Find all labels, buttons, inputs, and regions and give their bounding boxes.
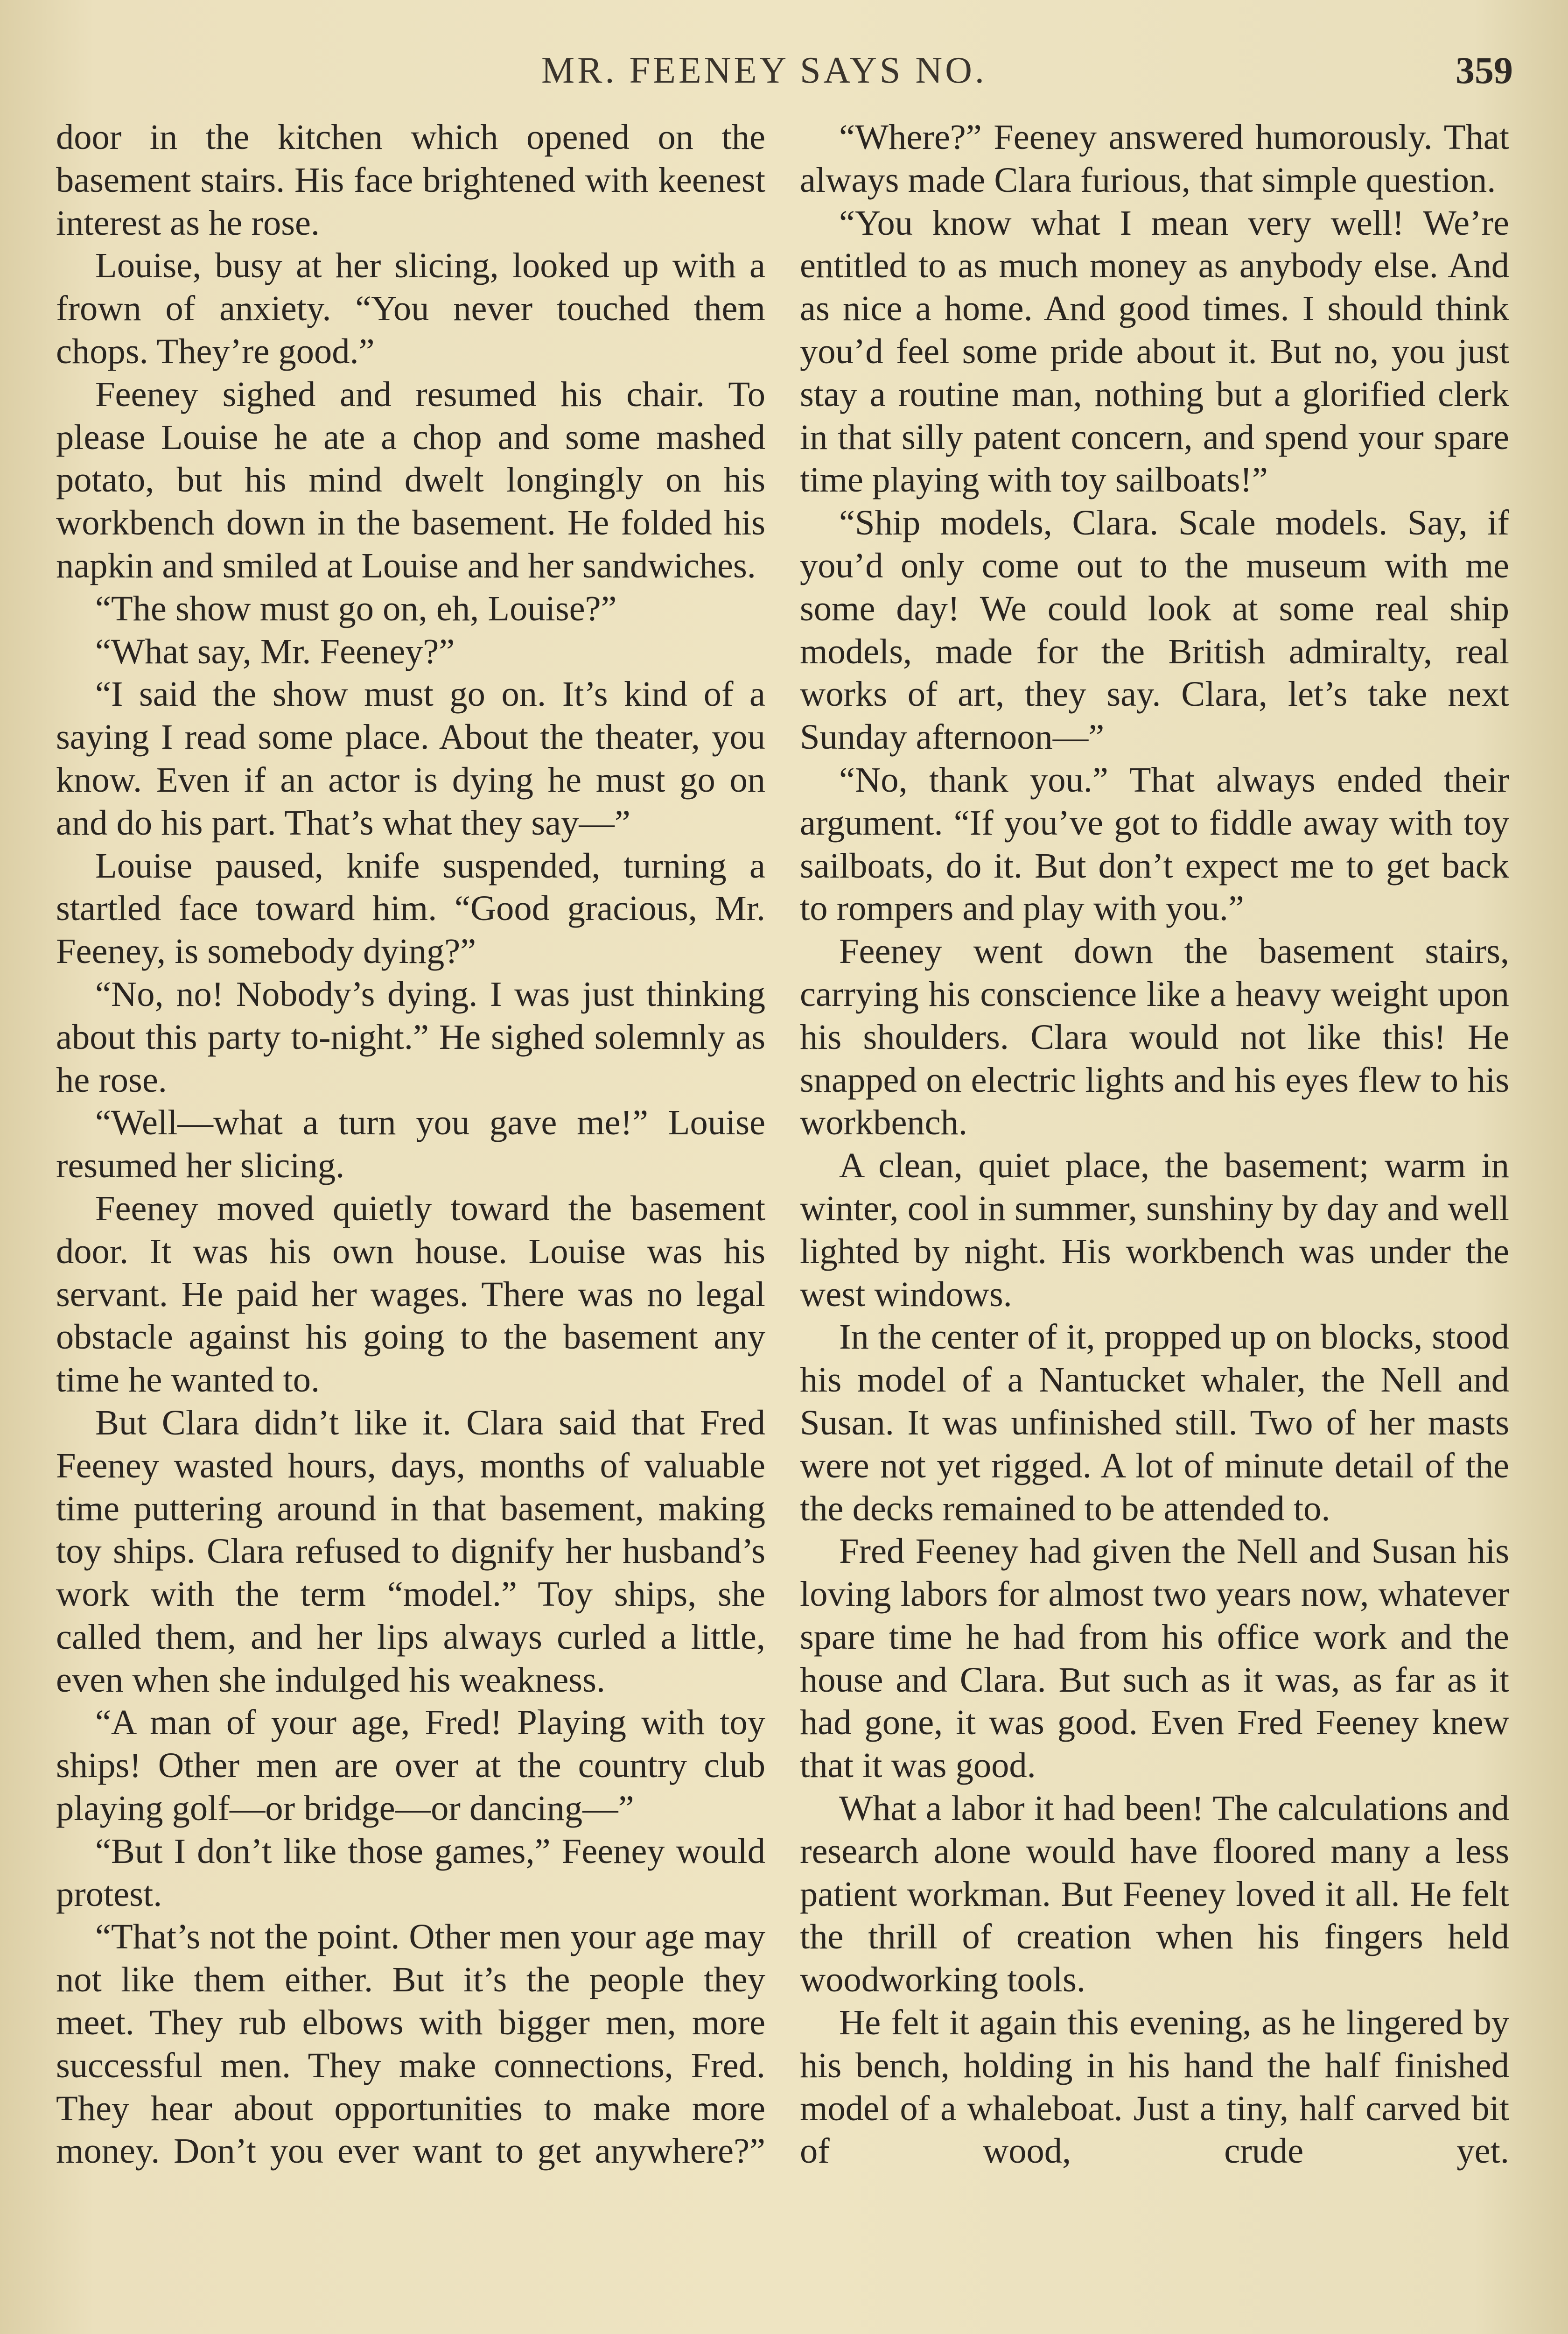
- paragraph: “But I don’t like those games,” Feeney would protest.: [56, 1831, 765, 1914]
- paragraph: “You know what I mean very well! We’re entitled to as much money as anybody else. And as nice a home. And good times. I should think you’d feel some pride about it. But no, you just stay a routine man, nothing but a glorified clerk in that silly patent concern, and spend your spare time playing with toy sailboats!”: [800, 203, 1509, 500]
- left-text-column: [56, 116, 765, 2334]
- paragraph: “Where?” Feeney answered humorously. That always made Clara furious, that simple question.: [800, 117, 1509, 200]
- paragraph: “That’s not the point. Other men your age may not like them either. But it’s the people they meet. They rub elbows with bigger men, more successful men. They make connections, Fred. They hear about opportunities to make more money. Don’t you ever want to get anywhere?”: [56, 1917, 765, 2171]
- paragraph: “The show must go on, eh, Louise?”: [95, 588, 617, 628]
- page-header: [0, 45, 1568, 96]
- paragraph: “I said the show must go on. It’s kind of a saying I read some place. About the theater, you know. Even if an actor is dying he must go on and do his part. That’s what they say—”: [56, 674, 765, 843]
- paragraph: What a labor it had been! The calculations and research alone would have floored many a less patient workman. But Feeney loved it all. He felt the thrill of creation when his fingers held woodworking tools.: [800, 1788, 1509, 2000]
- paragraph: Fred Feeney had given the Nell and Susan his loving labors for almost two years now, whatever spare time he had from his office work and the house and Clara. But such as it was, as far as it had gone, it was good. Even Fred Feeney knew that it was good.: [800, 1531, 1509, 1786]
- paragraph: Louise, busy at her slicing, looked up with a frown of anxiety. “You never touched them chops. They’re good.”: [56, 246, 765, 371]
- paragraph: A clean, quiet place, the basement; warm in winter, cool in summer, sunshiny by day and well lighted by night. His workbench was under the west windows.: [800, 1146, 1509, 1314]
- paragraph: Feeney went down the basement stairs, carrying his conscience like a heavy weight upon his shoulders. Clara would not like this! He snapped on electric lights and his eyes flew to his workbench.: [800, 931, 1509, 1143]
- paragraph: Feeney moved quietly toward the basement door. It was his own house. Louise was his servant. He paid her wages. There was no legal obstacle against his going to the basement any time he wanted to.: [56, 1188, 765, 1400]
- page-number: 359: [1456, 49, 1513, 91]
- paragraph: “Well—what a turn you gave me!” Louise resumed her slicing.: [56, 1103, 765, 1186]
- paragraph: “What say, Mr. Feeney?”: [95, 631, 455, 671]
- paragraph: Feeney sighed and resumed his chair. To please Louise he ate a chop and some mashed potato, but his mind dwelt longingly on his workbench down in the basement. He folded his napkin and smiled at Louise and her sandwiches.: [56, 374, 765, 585]
- paragraph: “No, thank you.” That always ended their argument. “If you’ve got to fiddle away with toy sailboats, do it. But don’t expect me to get back to rompers and play with you.”: [800, 759, 1509, 928]
- paragraph: Louise paused, knife suspended, turning a startled face toward him. “Good gracious, Mr. Feeney, is somebody dying?”: [56, 845, 765, 971]
- right-text-column: [800, 116, 1509, 2334]
- paragraph: door in the kitchen which opened on the basement stairs. His face brightened with keenest interest as he rose.: [56, 117, 765, 243]
- paragraph: “Ship models, Clara. Scale models. Say, if you’d only come out to the museum with me some day! We could look at some real ship models, made for the British admiralty, real works of art, they say. Clara, let’s take next Sunday afternoon—”: [800, 503, 1509, 757]
- running-title: MR. FEENEY SAYS NO.: [541, 50, 987, 91]
- paragraph: “A man of your age, Fred! Playing with toy ships! Other men are over at the country club playing golf—or bridge—or dancing—”: [56, 1702, 765, 1828]
- paragraph: He felt it again this evening, as he lingered by his bench, holding in his hand the half finished model of a whaleboat. Just a tiny, half carved bit of wood, crude yet.: [800, 2003, 1509, 2171]
- paragraph: But Clara didn’t like it. Clara said that Fred Feeney wasted hours, days, months of valuable time puttering around in that basement, making toy ships. Clara refused to dignify her husband’s work with the term “model.” Toy ships, she called them, and her lips always curled a little, even when she indulged his weakness.: [56, 1402, 765, 1700]
- paragraph: In the center of it, propped up on blocks, stood his model of a Nantucket whaler, the Nell and Susan. It was unfinished still. Two of her masts were not yet rigged. A lot of minute detail of the the decks remained to be attended to.: [800, 1317, 1509, 1528]
- paragraph: “No, no! Nobody’s dying. I was just thinking about this party to-night.” He sighed solemnly as he rose.: [56, 974, 765, 1100]
